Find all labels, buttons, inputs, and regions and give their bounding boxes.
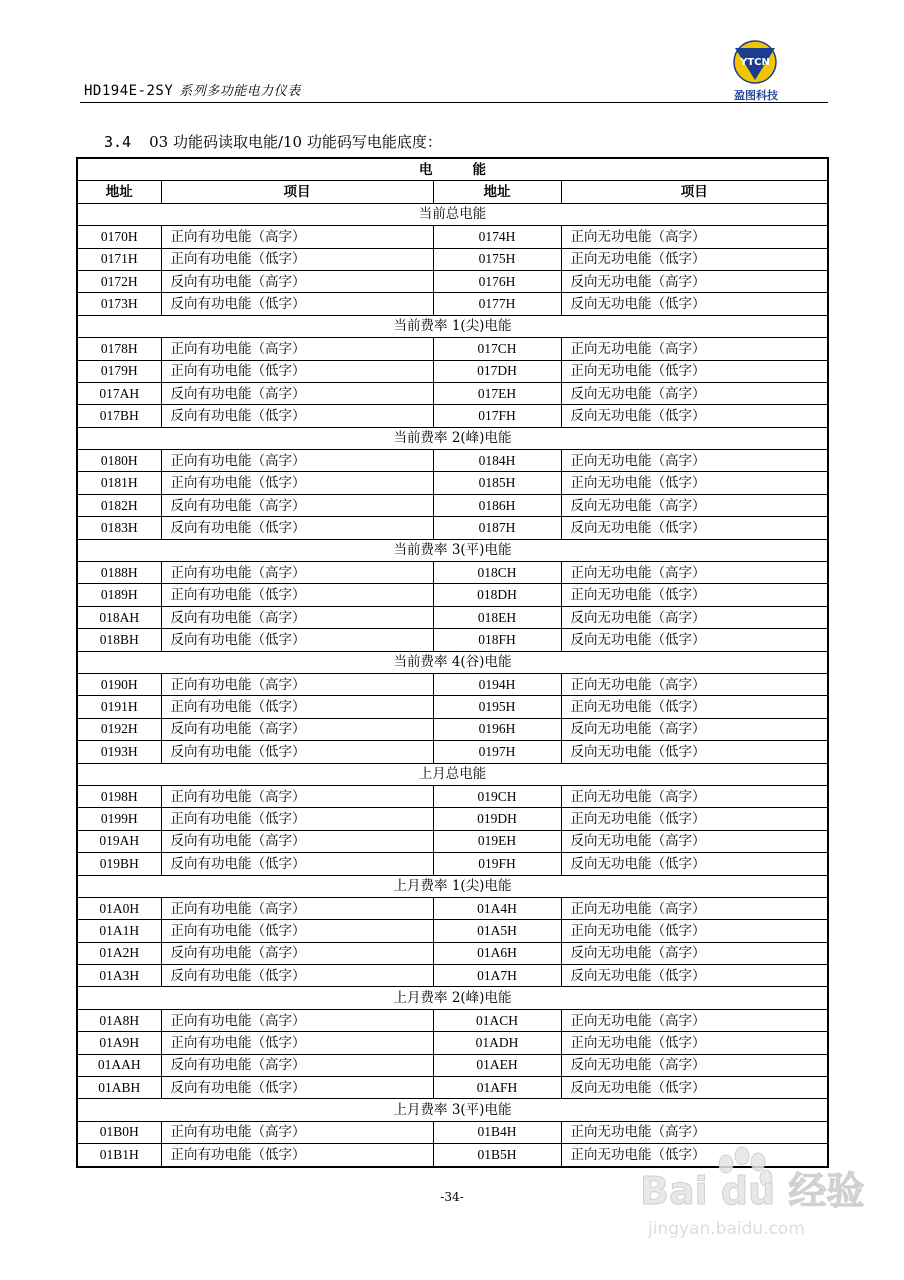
- baidu-jingyan-watermark: [628, 1142, 868, 1252]
- item-cell: 反向有功电能（高字）: [161, 270, 433, 292]
- address-cell: 0199H: [77, 808, 161, 830]
- address-cell: 0193H: [77, 741, 161, 763]
- table-row: [77, 248, 828, 270]
- item-cell: 正向有功电能（高字）: [161, 338, 433, 360]
- address-cell: 017CH: [433, 338, 561, 360]
- group-row: [77, 203, 828, 225]
- address-cell: 01A8H: [77, 1009, 161, 1031]
- item-cell: 正向有功电能（高字）: [161, 562, 433, 584]
- table-row: [77, 226, 828, 248]
- item-cell: 正向有功电能（高字）: [161, 1121, 433, 1143]
- table-row: [77, 965, 828, 987]
- address-cell: 017EH: [433, 382, 561, 404]
- item-cell: 正向有功电能（低字）: [161, 360, 433, 382]
- item-cell: 反向有功电能（低字）: [161, 853, 433, 875]
- item-cell: 正向有功电能（低字）: [161, 1032, 433, 1054]
- item-cell: 正向有功电能（低字）: [161, 696, 433, 718]
- address-cell: 01AEH: [433, 1054, 561, 1076]
- item-cell: 反向有功电能（低字）: [161, 517, 433, 539]
- item-cell: 正向无功电能（低字）: [561, 248, 828, 270]
- table-header-row: [77, 181, 828, 203]
- logo-text: YTCN: [740, 57, 770, 68]
- table-body: [77, 203, 828, 1166]
- address-cell: 019FH: [433, 853, 561, 875]
- address-cell: 01ABH: [77, 1077, 161, 1099]
- item-cell: 正向无功电能（低字）: [561, 1032, 828, 1054]
- address-cell: 01B0H: [77, 1121, 161, 1143]
- item-cell: 反向无功电能（低字）: [561, 853, 828, 875]
- item-cell: 反向无功电能（高字）: [561, 942, 828, 964]
- table-row: [77, 360, 828, 382]
- table-row: [77, 405, 828, 427]
- item-cell: 正向无功电能（高字）: [561, 673, 828, 695]
- group-label: 当前总电能: [77, 203, 828, 225]
- item-cell: 正向无功电能（低字）: [561, 584, 828, 606]
- item-cell: 正向无功电能（高字）: [561, 226, 828, 248]
- address-cell: 0179H: [77, 360, 161, 382]
- table-row: [77, 517, 828, 539]
- address-cell: 0197H: [433, 741, 561, 763]
- item-cell: 正向有功电能（低字）: [161, 920, 433, 942]
- address-cell: 019AH: [77, 830, 161, 852]
- table-row: [77, 270, 828, 292]
- address-cell: 0174H: [433, 226, 561, 248]
- table-row: [77, 897, 828, 919]
- address-cell: 0195H: [433, 696, 561, 718]
- address-cell: 01AFH: [433, 1077, 561, 1099]
- table-row: [77, 808, 828, 830]
- item-cell: 正向有功电能（高字）: [161, 450, 433, 472]
- group-row: [77, 987, 828, 1009]
- group-row: [77, 763, 828, 785]
- address-cell: 0173H: [77, 293, 161, 315]
- item-cell: 正向无功电能（低字）: [561, 808, 828, 830]
- address-cell: 0182H: [77, 494, 161, 516]
- table-title: 电能: [77, 158, 828, 181]
- table-row: [77, 853, 828, 875]
- address-cell: 0189H: [77, 584, 161, 606]
- item-cell: 反向有功电能（高字）: [161, 830, 433, 852]
- item-cell: 反向有功电能（低字）: [161, 293, 433, 315]
- table-row: [77, 920, 828, 942]
- address-cell: 01A1H: [77, 920, 161, 942]
- address-cell: 017AH: [77, 382, 161, 404]
- item-cell: 反向无功电能（高字）: [561, 1054, 828, 1076]
- address-cell: 0196H: [433, 718, 561, 740]
- item-cell: 反向有功电能（高字）: [161, 494, 433, 516]
- address-cell: 019DH: [433, 808, 561, 830]
- address-cell: 017FH: [433, 405, 561, 427]
- section-heading: [104, 131, 442, 152]
- table-row: [77, 1032, 828, 1054]
- address-cell: 01A9H: [77, 1032, 161, 1054]
- item-cell: 正向无功电能（高字）: [561, 450, 828, 472]
- table-row: [77, 450, 828, 472]
- item-cell: 反向无功电能（高字）: [561, 606, 828, 628]
- product-description: 系列多功能电力仪表: [179, 84, 301, 99]
- address-cell: 01A6H: [433, 942, 561, 964]
- group-row: [77, 651, 828, 673]
- address-cell: 018BH: [77, 629, 161, 651]
- address-cell: 0184H: [433, 450, 561, 472]
- item-cell: 反向无功电能（低字）: [561, 405, 828, 427]
- address-cell: 01A7H: [433, 965, 561, 987]
- address-cell: 0171H: [77, 248, 161, 270]
- group-row: [77, 539, 828, 561]
- item-cell: 正向无功电能（高字）: [561, 1009, 828, 1031]
- table-row: [77, 629, 828, 651]
- address-cell: 019CH: [433, 785, 561, 807]
- address-cell: 018DH: [433, 584, 561, 606]
- address-cell: 01A5H: [433, 920, 561, 942]
- address-cell: 017DH: [433, 360, 561, 382]
- item-cell: 反向无功电能（低字）: [561, 293, 828, 315]
- energy-register-table: [76, 157, 829, 1168]
- item-cell: 反向有功电能（高字）: [161, 1054, 433, 1076]
- table-row: [77, 472, 828, 494]
- item-cell: 正向有功电能（低字）: [161, 248, 433, 270]
- item-cell: 正向无功电能（高字）: [561, 785, 828, 807]
- item-cell: 正向无功电能（低字）: [561, 472, 828, 494]
- product-model: HD194E-2SY: [84, 83, 174, 99]
- item-cell: 正向无功电能（高字）: [561, 1121, 828, 1143]
- address-cell: 0187H: [433, 517, 561, 539]
- item-cell: 正向无功电能（高字）: [561, 338, 828, 360]
- address-cell: 018AH: [77, 606, 161, 628]
- address-cell: 01ACH: [433, 1009, 561, 1031]
- address-cell: 01A2H: [77, 942, 161, 964]
- item-cell: 反向有功电能（低字）: [161, 405, 433, 427]
- table-row: [77, 1121, 828, 1143]
- address-cell: 0181H: [77, 472, 161, 494]
- table-row: [77, 562, 828, 584]
- table-row: [77, 718, 828, 740]
- address-cell: 01A4H: [433, 897, 561, 919]
- item-cell: 反向有功电能（高字）: [161, 606, 433, 628]
- address-cell: 0175H: [433, 248, 561, 270]
- item-cell: 反向无功电能（低字）: [561, 741, 828, 763]
- group-label: 当前费率 4(谷)电能: [77, 651, 828, 673]
- address-cell: 017BH: [77, 405, 161, 427]
- table-row: [77, 606, 828, 628]
- document-header-title: [84, 80, 301, 99]
- item-cell: 反向无功电能（高字）: [561, 270, 828, 292]
- table-row: [77, 382, 828, 404]
- table-row: [77, 696, 828, 718]
- table-row: [77, 741, 828, 763]
- item-cell: 正向有功电能（高字）: [161, 226, 433, 248]
- table-row: [77, 830, 828, 852]
- section-title-text: 03 功能码读取电能/10 功能码写电能底度：: [149, 133, 442, 151]
- item-cell: 正向无功电能（高字）: [561, 897, 828, 919]
- item-cell: 正向有功电能（低字）: [161, 1144, 433, 1167]
- group-row: [77, 1099, 828, 1121]
- item-cell: 正向有功电能（高字）: [161, 1009, 433, 1031]
- table-row: [77, 1077, 828, 1099]
- address-cell: 0186H: [433, 494, 561, 516]
- item-cell: 反向有功电能（低字）: [161, 965, 433, 987]
- address-cell: 0194H: [433, 673, 561, 695]
- item-cell: 正向无功电能（低字）: [561, 920, 828, 942]
- item-cell: 正向无功电能（低字）: [561, 360, 828, 382]
- item-cell: 反向有功电能（低字）: [161, 1077, 433, 1099]
- address-cell: 01A0H: [77, 897, 161, 919]
- item-cell: 反向有功电能（高字）: [161, 382, 433, 404]
- group-label: 上月费率 1(尖)电能: [77, 875, 828, 897]
- page-number: -34-: [440, 1190, 464, 1204]
- address-cell: 0177H: [433, 293, 561, 315]
- address-cell: 018EH: [433, 606, 561, 628]
- item-cell: 正向无功电能（高字）: [561, 562, 828, 584]
- address-cell: 01AAH: [77, 1054, 161, 1076]
- table-row: [77, 584, 828, 606]
- address-cell: 0178H: [77, 338, 161, 360]
- address-cell: 0188H: [77, 562, 161, 584]
- table-row: [77, 785, 828, 807]
- column-header-item-2: 项目: [561, 181, 828, 203]
- item-cell: 反向无功电能（低字）: [561, 965, 828, 987]
- column-header-address: 地址: [77, 181, 161, 203]
- item-cell: 反向无功电能（高字）: [561, 718, 828, 740]
- table-row: [77, 1009, 828, 1031]
- address-cell: 01B4H: [433, 1121, 561, 1143]
- item-cell: 正向有功电能（高字）: [161, 673, 433, 695]
- table-row: [77, 1054, 828, 1076]
- item-cell: 反向无功电能（高字）: [561, 494, 828, 516]
- section-number: 3.4: [104, 133, 132, 151]
- item-cell: 反向有功电能（高字）: [161, 942, 433, 964]
- item-cell: 正向无功电能（低字）: [561, 1144, 828, 1167]
- item-cell: 正向有功电能（高字）: [161, 897, 433, 919]
- address-cell: 01B5H: [433, 1144, 561, 1167]
- address-cell: 0180H: [77, 450, 161, 472]
- item-cell: 反向有功电能（低字）: [161, 629, 433, 651]
- address-cell: 0170H: [77, 226, 161, 248]
- group-label: 当前费率 1(尖)电能: [77, 315, 828, 337]
- address-cell: 0183H: [77, 517, 161, 539]
- group-label: 上月总电能: [77, 763, 828, 785]
- group-row: [77, 875, 828, 897]
- table-row: [77, 293, 828, 315]
- address-cell: 0192H: [77, 718, 161, 740]
- address-cell: 018CH: [433, 562, 561, 584]
- table-title-row: [77, 158, 828, 181]
- item-cell: 反向有功电能（高字）: [161, 718, 433, 740]
- item-cell: 反向无功电能（低字）: [561, 629, 828, 651]
- address-cell: 0191H: [77, 696, 161, 718]
- watermark-brand: Bai du 经验: [640, 1169, 865, 1213]
- group-label: 当前费率 3(平)电能: [77, 539, 828, 561]
- address-cell: 01B1H: [77, 1144, 161, 1167]
- address-cell: 0190H: [77, 673, 161, 695]
- header-divider: [80, 102, 828, 103]
- table-row: [77, 338, 828, 360]
- group-label: 上月费率 3(平)电能: [77, 1099, 828, 1121]
- table-row: [77, 942, 828, 964]
- address-cell: 018FH: [433, 629, 561, 651]
- address-cell: 01A3H: [77, 965, 161, 987]
- group-row: [77, 427, 828, 449]
- group-label: 当前费率 2(峰)电能: [77, 427, 828, 449]
- table-row: [77, 494, 828, 516]
- item-cell: 反向有功电能（低字）: [161, 741, 433, 763]
- column-header-item: 项目: [161, 181, 433, 203]
- logo-caption: 盈图科技: [734, 89, 778, 102]
- address-cell: 0185H: [433, 472, 561, 494]
- address-cell: 0198H: [77, 785, 161, 807]
- item-cell: 反向无功电能（高字）: [561, 382, 828, 404]
- item-cell: 正向有功电能（低字）: [161, 584, 433, 606]
- item-cell: 反向无功电能（低字）: [561, 1077, 828, 1099]
- table-row: [77, 673, 828, 695]
- column-header-address-2: 地址: [433, 181, 561, 203]
- item-cell: 正向无功电能（低字）: [561, 696, 828, 718]
- watermark-url: jingyan.baidu.com: [648, 1219, 805, 1239]
- address-cell: 019BH: [77, 853, 161, 875]
- group-label: 上月费率 2(峰)电能: [77, 987, 828, 1009]
- address-cell: 01ADH: [433, 1032, 561, 1054]
- item-cell: 反向无功电能（高字）: [561, 830, 828, 852]
- address-cell: 0176H: [433, 270, 561, 292]
- address-cell: 0172H: [77, 270, 161, 292]
- item-cell: 正向有功电能（高字）: [161, 785, 433, 807]
- item-cell: 正向有功电能（低字）: [161, 472, 433, 494]
- address-cell: 019EH: [433, 830, 561, 852]
- group-row: [77, 315, 828, 337]
- item-cell: 反向无功电能（低字）: [561, 517, 828, 539]
- item-cell: 正向有功电能（低字）: [161, 808, 433, 830]
